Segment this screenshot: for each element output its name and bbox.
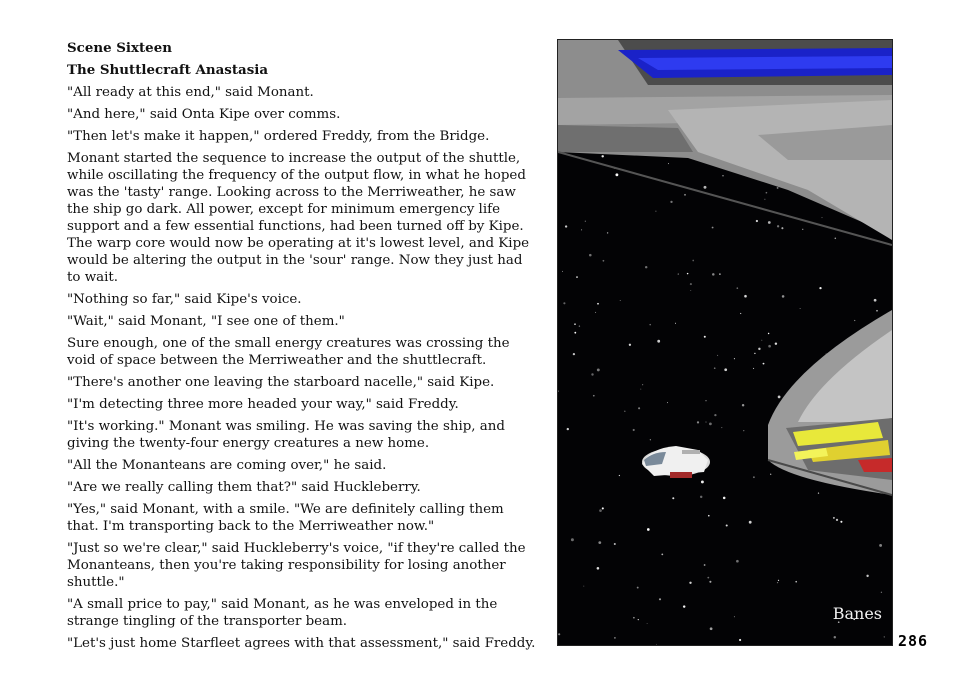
star — [565, 225, 567, 227]
star — [775, 342, 777, 344]
star — [656, 644, 657, 645]
star — [708, 515, 710, 517]
star — [761, 340, 762, 341]
star — [710, 627, 713, 630]
star — [722, 175, 723, 176]
star — [583, 586, 584, 587]
star — [736, 560, 739, 563]
star — [706, 422, 707, 423]
story-text — [67, 40, 537, 657]
star — [649, 324, 651, 326]
star — [749, 521, 752, 524]
star — [714, 414, 716, 416]
paragraph: Sure enough, one of the small energy creatures was crossing the void of space between the Merriweather and the shuttlecraft. — [67, 336, 510, 368]
star — [763, 363, 765, 365]
star — [657, 340, 660, 343]
star — [599, 509, 602, 512]
star — [719, 273, 721, 275]
star — [642, 384, 643, 385]
star — [614, 637, 616, 639]
star — [701, 480, 704, 483]
star — [739, 639, 741, 641]
paragraph: "Yes," said Monant, with a smile. "We are definitely calling them that. I'm transporting back to the Merriweather now." — [67, 502, 504, 534]
star — [876, 310, 878, 312]
star — [629, 344, 631, 346]
star — [768, 345, 771, 348]
star — [678, 273, 679, 274]
star — [704, 336, 706, 338]
star — [866, 575, 868, 577]
scene-location: The Shuttlecraft Anastasia — [67, 62, 268, 78]
star — [770, 474, 771, 475]
star — [562, 271, 563, 272]
star — [647, 623, 648, 624]
star — [795, 581, 797, 583]
page-number: 286 — [898, 632, 929, 650]
star — [597, 567, 600, 570]
star — [777, 225, 779, 227]
paragraph: Monant started the sequence to increase the output of the shuttle, while oscillating the frequency of the output flow, in what he hoped was the 'tasty' range. Looking across to the Merriweather, he saw the ship go dark. All power, except for minimum emergency life support and a few essential functions, had been turned off by Kipe. The warp core would now be operating at it's lowest level, and Kipe would be altering the output in the 'sour' range. Now they just had to wait. — [67, 151, 530, 285]
paragraph: "There's another one leaving the starboard nacelle," said Kipe. — [67, 375, 495, 390]
star — [675, 323, 676, 324]
star — [603, 260, 605, 262]
star — [602, 507, 604, 509]
star — [734, 358, 735, 359]
star — [740, 313, 741, 314]
paragraph: "I'm detecting three more headed your way," said Freddy. — [67, 397, 459, 412]
star — [574, 323, 576, 325]
star — [764, 199, 765, 200]
star — [683, 605, 685, 607]
scene-number: Scene Sixteen — [67, 40, 172, 56]
star — [781, 227, 783, 229]
paragraph: "Just so we're clear," said Huckleberry's voice, "if they're called the Monanteans, then you're taking responsibility for losing another shuttle." — [67, 541, 526, 590]
star — [574, 332, 576, 334]
star — [684, 194, 686, 196]
star — [672, 497, 674, 499]
star — [697, 421, 699, 423]
star — [778, 396, 781, 399]
star — [576, 276, 578, 278]
star — [777, 187, 779, 189]
star — [835, 238, 837, 240]
star — [573, 353, 575, 355]
star — [689, 582, 691, 584]
star — [607, 232, 608, 233]
star — [836, 519, 838, 521]
star — [744, 295, 747, 298]
star — [758, 348, 760, 350]
star — [840, 521, 842, 523]
star — [854, 320, 855, 321]
star — [726, 524, 728, 526]
star — [712, 273, 715, 276]
star — [881, 592, 882, 593]
artist-caption: Banes — [832, 604, 882, 623]
star — [704, 186, 707, 189]
star — [667, 402, 668, 403]
star — [884, 636, 885, 637]
star — [756, 220, 758, 222]
star — [650, 439, 651, 440]
star — [647, 528, 650, 531]
star — [659, 598, 661, 600]
star — [800, 308, 801, 309]
paragraph: "A small price to pay," said Monant, as he was enveloped in the strange tingling of the transporter beam. — [67, 597, 498, 629]
star — [709, 423, 712, 426]
star — [879, 544, 882, 547]
star — [591, 373, 593, 375]
star — [704, 564, 706, 566]
paragraph: "Wait," said Monant, "I see one of them." — [67, 314, 345, 329]
star — [638, 619, 639, 620]
star — [687, 273, 688, 274]
star — [742, 404, 744, 406]
star — [670, 201, 672, 203]
star — [833, 517, 835, 519]
star — [655, 211, 656, 212]
paragraph: "Nothing so far," said Kipe's voice. — [67, 292, 302, 307]
star — [571, 538, 574, 541]
star — [709, 581, 711, 583]
paragraph: "Then let's make it happen," ordered Freddy, from the Bridge. — [67, 129, 490, 144]
paragraph: "All ready at this end," said Monant. — [67, 85, 314, 100]
star — [743, 430, 744, 431]
star — [821, 217, 822, 218]
star — [637, 587, 639, 589]
star — [737, 287, 739, 289]
star — [668, 163, 669, 164]
star — [712, 227, 714, 229]
star — [721, 427, 722, 428]
star — [690, 290, 691, 291]
star — [593, 395, 595, 397]
star — [700, 496, 702, 498]
star — [597, 368, 600, 371]
paragraph: "And here," said Onta Kipe over comms. — [67, 107, 341, 122]
paragraph: "It's working." Monant was smiling. He was saving the ship, and giving the twenty-four energy creatures a new home. — [67, 419, 505, 451]
paragraph: "Let's just home Starfleet agrees with that assessment," said Freddy. — [67, 636, 536, 651]
star — [766, 192, 768, 194]
star — [633, 429, 635, 431]
star — [706, 400, 707, 401]
star — [717, 355, 718, 356]
star — [563, 302, 565, 304]
star — [707, 577, 709, 579]
star — [723, 497, 726, 500]
star — [690, 283, 692, 285]
star — [819, 287, 821, 289]
star — [558, 633, 560, 635]
star — [645, 266, 647, 268]
paragraph: "Are we really calling them that?" said Huckleberry. — [67, 480, 421, 495]
star — [724, 368, 727, 371]
star — [754, 353, 755, 354]
star — [620, 300, 621, 301]
star — [567, 428, 569, 430]
star — [778, 580, 779, 581]
star — [601, 155, 603, 157]
star — [753, 476, 755, 478]
star — [589, 254, 592, 257]
star — [579, 325, 580, 326]
star — [598, 541, 601, 544]
star — [581, 229, 582, 230]
star — [714, 367, 716, 369]
star — [734, 616, 735, 617]
star — [615, 173, 618, 176]
space-illustration — [557, 39, 893, 646]
star — [753, 368, 754, 369]
star — [640, 389, 641, 390]
star — [874, 299, 877, 302]
star — [614, 543, 616, 545]
star — [834, 636, 836, 638]
star — [585, 221, 586, 222]
star — [818, 492, 819, 493]
star — [768, 333, 769, 334]
star — [782, 295, 785, 298]
illustration-scene — [558, 40, 892, 645]
star — [597, 303, 599, 305]
star — [661, 553, 663, 555]
paragraph: "All the Monanteans are coming over," he said. — [67, 458, 387, 473]
star — [802, 229, 803, 230]
star — [595, 312, 596, 313]
star — [777, 582, 778, 583]
star — [692, 260, 694, 262]
star — [624, 410, 626, 412]
star — [638, 407, 640, 409]
star — [633, 617, 635, 619]
star — [619, 475, 620, 476]
star — [768, 221, 771, 224]
